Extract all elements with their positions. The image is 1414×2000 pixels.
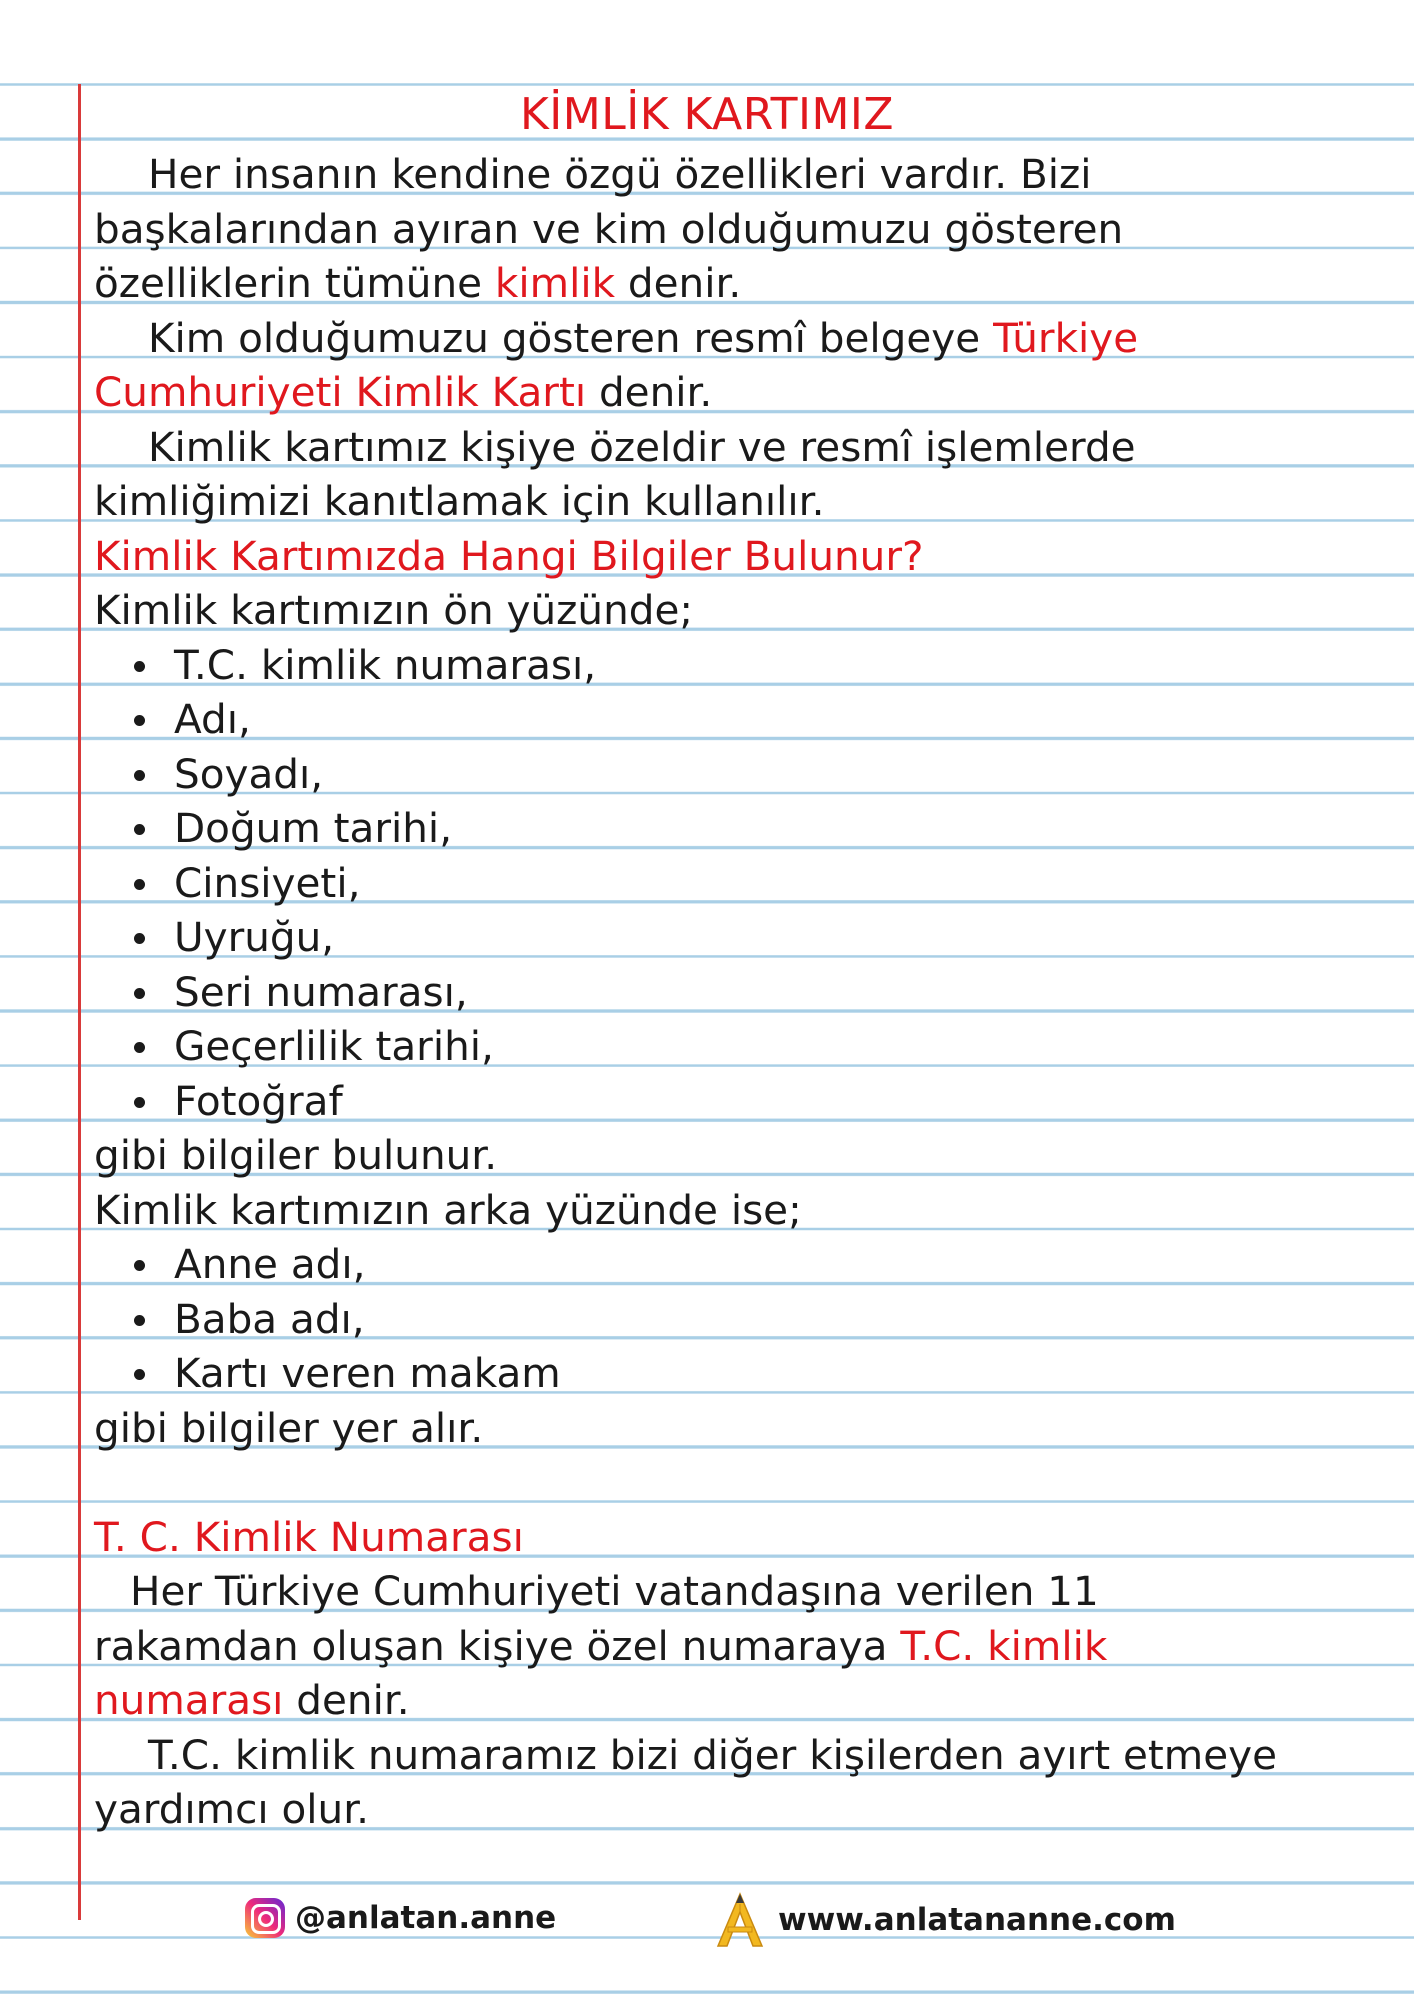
instagram-link[interactable] (245, 1898, 556, 1938)
highlight-kimlik-karti: Cumhuriyeti Kimlik Kartı (94, 368, 587, 416)
document-body (94, 147, 1354, 1837)
body-line (94, 1619, 1354, 1674)
intro-line: kimliğimizi kanıtlamak için kullanılır. (94, 477, 825, 525)
list-item: Fotoğraf (130, 1074, 1354, 1129)
list-item: Uyruğu, (130, 910, 1354, 965)
section-heading: T. C. Kimlik Numarası (94, 1512, 524, 1561)
website-link[interactable] (712, 1892, 1176, 1948)
list-item: Anne adı, (130, 1237, 1354, 1292)
intro-line: Kimlik kartımız kişiye özeldir ve resmî işlemlerde (148, 422, 1136, 471)
pencil-letter-a-logo (712, 1892, 768, 1948)
list-item: Soyadı, (130, 747, 1354, 802)
text-run: Kim olduğumuzu gösteren resmî belgeye (148, 313, 994, 362)
text-run: denir. (283, 1676, 410, 1724)
body-line: T.C. kimlik numaramız bizi diğer kişilerden ayırt etmeye (148, 1730, 1278, 1779)
front-intro: Kimlik kartımızın ön yüzünde; (94, 586, 694, 634)
text-run: denir. (586, 368, 713, 416)
list-item: Geçerlilik tarihi, (130, 1019, 1354, 1074)
website-url: www.anlatananne.com (778, 1902, 1176, 1938)
highlight-kimlik: kimlik (494, 259, 616, 307)
highlight-numarasi: numarası (94, 1676, 284, 1724)
intro-line: Her insanın kendine özgü özellikleri vardır. Bizi (148, 150, 1092, 198)
list-item: Kartı veren makam (130, 1346, 1354, 1401)
list-item: Seri numarası, (130, 965, 1354, 1020)
front-outro: gibi bilgiler bulunur. (94, 1131, 498, 1179)
back-items-list (94, 1237, 1354, 1401)
highlight-turkiye: Türkiye (993, 313, 1139, 362)
text-run: özelliklerin tümüne (94, 259, 495, 307)
text-run: rakamdan oluşan kişiye özel numaraya (94, 1621, 901, 1670)
highlight-tc-kimlik: T.C. kimlik (900, 1621, 1108, 1670)
front-items-list (94, 638, 1354, 1129)
list-item: Cinsiyeti, (130, 856, 1354, 911)
body-line (94, 1673, 1354, 1728)
intro-line (94, 365, 1354, 420)
intro-line: başkalarından ayıran ve kim olduğumuzu gösteren (94, 204, 1124, 253)
instagram-icon (245, 1898, 285, 1938)
page-title: KİMLİK KARTIMIZ (519, 89, 895, 140)
back-outro: gibi bilgiler yer alır. (94, 1403, 484, 1452)
notebook-margin-line (78, 84, 81, 1920)
back-intro: Kimlik kartımızın arka yüzünde ise; (94, 1185, 802, 1234)
body-line: yardımcı olur. (94, 1785, 370, 1833)
body-line: Her Türkiye Cumhuriyeti vatandaşına verilen 11 (130, 1567, 1099, 1615)
intro-line (94, 256, 1354, 311)
list-item: Baba adı, (130, 1292, 1354, 1347)
instagram-handle: @anlatan.anne (295, 1900, 557, 1936)
list-item: Doğum tarihi, (130, 801, 1354, 856)
text-run: denir. (615, 259, 742, 307)
intro-line (94, 311, 1354, 366)
blank-line (94, 1455, 1354, 1510)
footer (0, 1890, 1414, 1950)
section-heading: Kimlik Kartımızda Hangi Bilgiler Bulunur? (94, 531, 924, 580)
list-item: T.C. kimlik numarası, (130, 638, 1354, 693)
list-item: Adı, (130, 692, 1354, 747)
